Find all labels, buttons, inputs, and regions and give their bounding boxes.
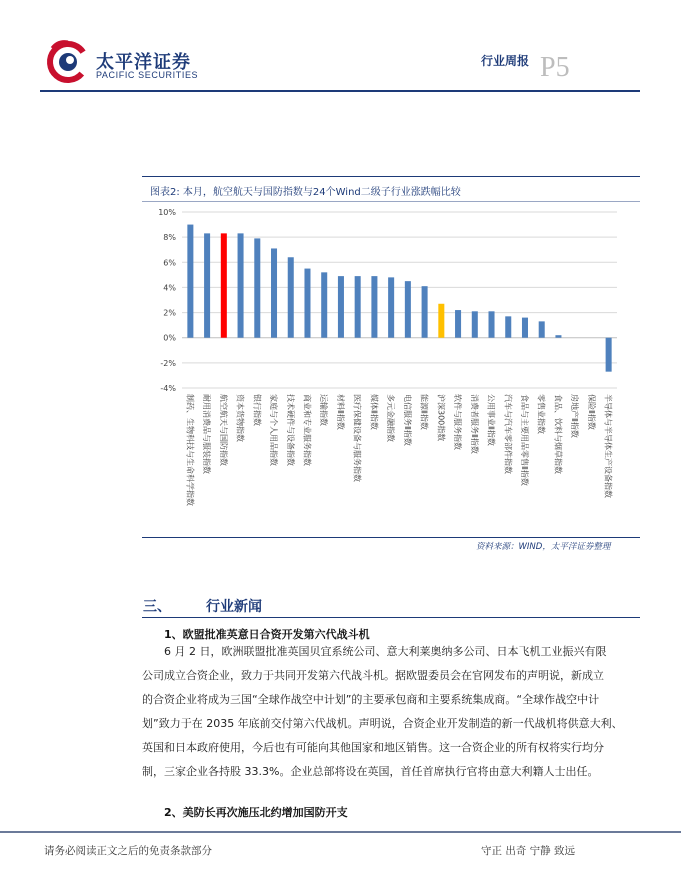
bar [355,276,361,338]
x-tick-label: 媒体Ⅱ指数 [369,394,379,430]
x-tick-label: 航空航天与国防指数 [218,394,228,466]
x-tick-label: 公用事业Ⅱ指数 [486,394,496,446]
figure-top-rule [142,176,640,177]
y-tick-label: 6% [163,258,176,268]
x-tick-label: 家庭与个人用品指数 [269,394,279,466]
paragraph-line: 划”致力于在 2035 年底前交付第六代战机。声明说，合资企业开发制造的新一代战机将供意大利、 [142,717,623,730]
x-tick-label: 食品与主要用品零售Ⅱ指数 [519,394,529,486]
x-tick-label: 运输指数 [319,394,329,426]
bar [204,233,210,337]
x-tick-label: 制药、生物科技与生命科学指数 [185,394,195,506]
section-title: 行业新闻 [206,599,262,615]
x-tick-label: 能源Ⅱ指数 [419,394,429,430]
paragraph-line: 公司成立合资企业，致力于共同开发第六代战斗机。据欧盟委员会在官网发布的声明说，新成立 [142,669,604,682]
x-tick-label: 软件与服务指数 [453,394,463,450]
bar [304,269,310,338]
page-number: P5 [540,52,570,83]
bar [555,335,561,338]
report-type: 行业周报 [481,54,530,68]
bar [388,277,394,337]
section-rule [142,617,640,618]
news-paragraph [142,640,642,784]
x-tick-label: 保险Ⅱ指数 [586,394,596,430]
bar [455,310,461,338]
news-heading: 1、欧盟批准英意日合资开发第六代战斗机 [164,628,370,641]
x-tick-label: 汽车与汽车零部件指数 [503,394,513,474]
bar [505,316,511,337]
logo-text-cn: 太平洋证券 [96,52,191,73]
bar [271,248,277,337]
y-tick-label: -2% [160,358,176,368]
bar [522,318,528,338]
bar [288,257,294,337]
bar [472,311,478,337]
x-tick-label: 资本货物指数 [235,394,245,442]
x-tick-label: 商业和专业服务指数 [302,394,312,466]
bar [489,311,495,337]
bar [321,272,327,337]
bar [405,281,411,338]
y-tick-label: 10% [158,208,176,217]
bar [422,286,428,338]
footer-disclaimer: 请务必阅读正文之后的免责条款部分 [44,845,212,857]
paragraph-line: 制，三家企业各持股 33.3%。企业总部将设在英国，首任首席执行官将由意大利籍人士出任。 [142,765,599,778]
x-tick-label: 沪深300指数 [436,394,446,442]
x-tick-label: 电信服务Ⅱ指数 [402,394,412,446]
figure-source: 资料来源：WIND，太平洋证券整理 [476,542,611,552]
footer-motto: 守正 出奇 宁静 致远 [481,845,576,857]
paragraph-line: 英国和日本政府使用，今后也有可能向其他国家和地区销售。这一合资企业的所有权将实行均分 [142,741,604,754]
logo-text-en: PACIFIC SECURITIES [96,70,199,80]
y-tick-label: 2% [163,308,176,318]
x-tick-label: 零售业指数 [536,394,546,434]
bar [539,321,545,337]
x-tick-label: 多元金融指数 [386,394,396,442]
section-number: 三、 [143,599,171,615]
y-tick-label: 4% [163,283,176,293]
bar [254,238,260,337]
footer-rule [0,831,681,833]
header-rule [40,90,640,92]
bar-chart [142,204,640,534]
bar [371,276,377,338]
figure-title: 图表2: 本月，航空航天与国防指数与24个Wind二级子行业涨跌幅比较 [150,187,461,198]
paragraph-line: 6 月 2 日，欧洲联盟批准英国贝宜系统公司、意大利莱奥纳多公司、日本飞机工业振兴有限 [164,645,607,658]
bar [438,304,444,338]
x-tick-label: 房地产Ⅱ指数 [570,394,580,438]
y-tick-label: -4% [160,384,176,393]
y-tick-label: 0% [163,333,176,343]
y-tick-label: 8% [163,233,176,243]
x-tick-label: 技术硬件与设备指数 [285,394,295,466]
x-tick-label: 食品、饮料与烟草指数 [553,394,563,474]
paragraph-line: 的合资企业将成为三国“全球作战空中计划”的主要承包商和主要系统集成商。“全球作战空中计 [142,693,600,706]
x-tick-label: 半导体与半导体生产设备指数 [603,394,613,498]
bar [338,276,344,338]
figure-title-rule [142,201,640,202]
figure-bottom-rule [142,537,640,538]
bar [238,233,244,337]
x-tick-label: 材料Ⅱ指数 [335,394,345,430]
bar [187,225,193,338]
pacific-securities-logo-icon [44,36,92,86]
news-heading: 2、美防长再次施压北约增加国防开支 [164,806,348,819]
x-tick-label: 消费者服务Ⅱ指数 [469,394,479,454]
bar [221,233,227,337]
x-tick-label: 银行指数 [252,394,262,426]
x-tick-label: 医疗保健设备与服务指数 [352,394,362,482]
logo [44,36,199,86]
x-tick-label: 耐用消费品与服装指数 [202,394,212,474]
bar [606,338,612,372]
